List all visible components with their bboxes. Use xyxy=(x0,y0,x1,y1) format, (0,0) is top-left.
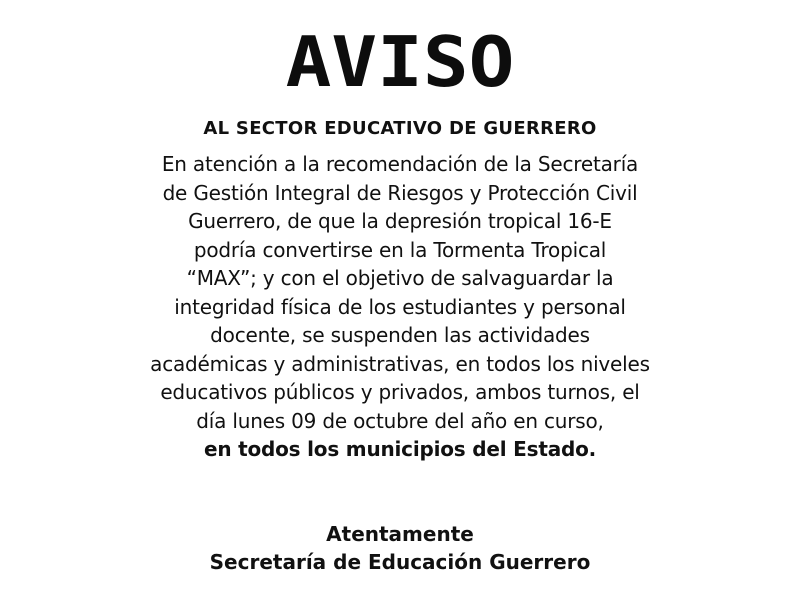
signature-text: Secretaría de Educación Guerrero xyxy=(209,550,591,574)
body-line: integridad física de los estudiantes y personal xyxy=(174,294,626,319)
body-line: académicas y administrativas, en todos los niveles xyxy=(150,351,650,376)
notice-title: AVISO xyxy=(285,20,515,103)
body-line: educativos públicos y privados, ambos turnos, el xyxy=(160,380,640,404)
body-line: podría convertirse en la Tormenta Tropical xyxy=(193,237,607,262)
body-line: de Gestión Integral de Riesgos y Protección Civil xyxy=(162,180,638,205)
notice-body xyxy=(120,150,680,464)
notice-signature-block xyxy=(0,520,800,576)
body-line: día lunes 09 de octubre del año en curso, xyxy=(196,408,604,433)
closing-text: Atentamente xyxy=(326,522,474,546)
body-line: docente, se suspenden las actividades xyxy=(210,323,590,347)
body-line: Guerrero, de que la depresión tropical 16-E xyxy=(188,209,612,233)
body-line: “MAX”; y con el objetivo de salvaguardar la xyxy=(186,266,614,290)
notice-subtitle: AL SECTOR EDUCATIVO DE GUERRERO xyxy=(203,118,597,139)
body-line: En atención a la recomendación de la Secretaría xyxy=(161,152,639,176)
body-emphasis-line: en todos los municipios del Estado. xyxy=(203,437,597,461)
